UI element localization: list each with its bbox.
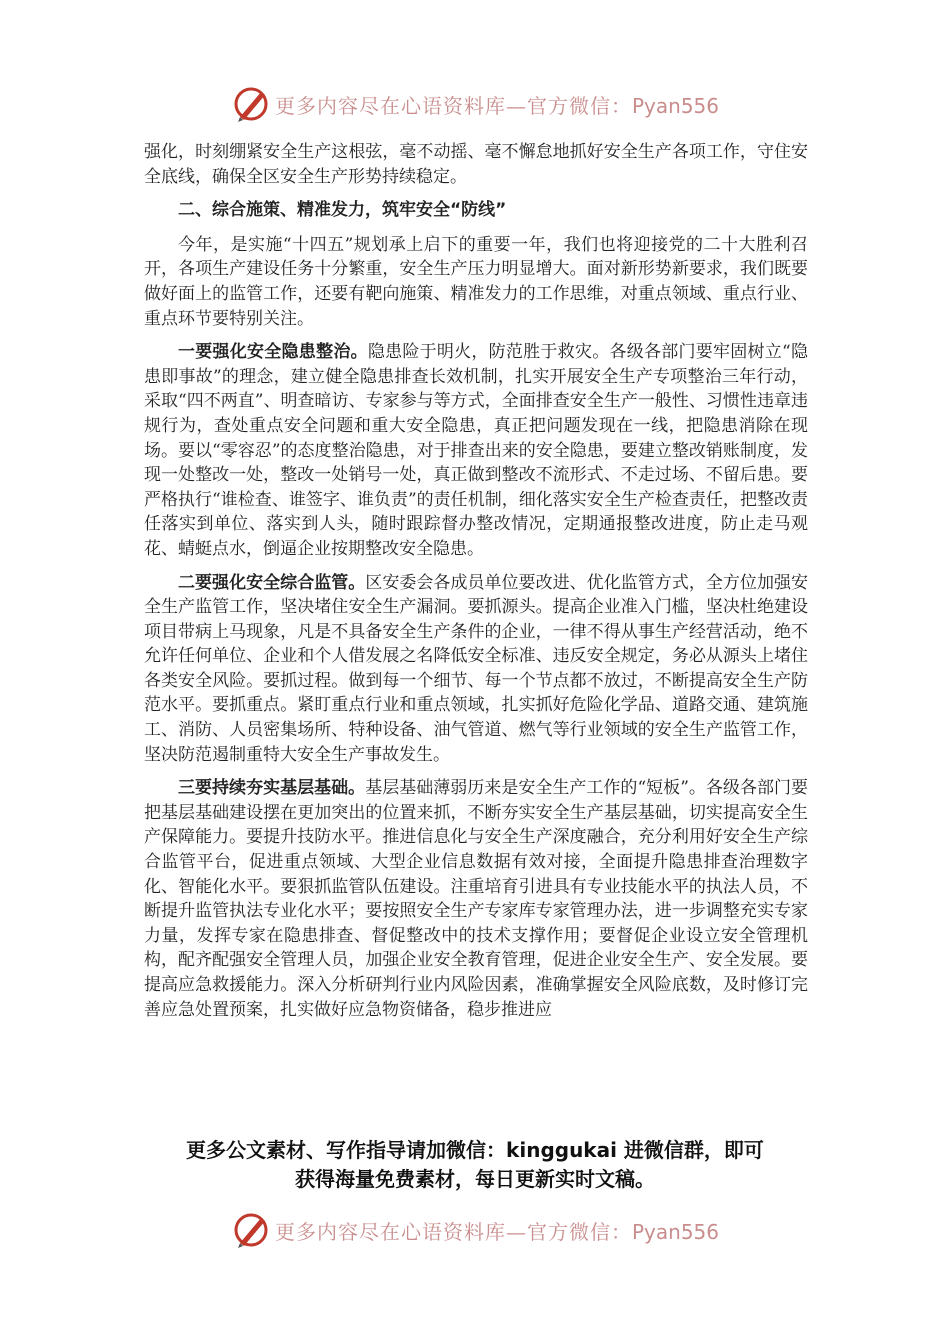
paragraph bbox=[144, 776, 808, 1022]
paragraph-lead: 一要强化安全隐患整治。 bbox=[178, 342, 368, 363]
section-heading: 二、综合施策、精准发力，筑牢安全“防线” bbox=[178, 200, 507, 221]
paragraph-text: 区安委会各成员单位要改进、优化监管方式，全方位加强安全生产监管工作，坚决堵住安全生产漏洞。要抓源头。提高企业准入门槛，坚决杜绝建设项目带病上马现象，凡是不具备安全生产条件的企业，一律不得从事生产经营活动，绝不允许任何单位、企业和个人借发展之名降低安全标准、违反安全规定，务必从源头上堵住各类安全风险。要抓过程。做到每一个细节、每一个节点都不放过，不断提高安全生产防范水平。要抓重点。紧盯重点行业和重点领域，扎实抓好危险化学品、道路交通、建筑施工、消防、人员密集场所、特种设备、油气管道、燃气等行业领域的安全生产监管工作，坚决防范遏制重特大安全生产事故发生。 bbox=[144, 572, 809, 765]
banner-wechat-id: Pyan556 bbox=[631, 93, 719, 118]
pen-logo-icon bbox=[231, 84, 271, 124]
paragraph: 今年，是实施“十四五”规划承上启下的重要一年，我们也将迎接党的二十大胜利召开，各项生产建设任务十分繁重，安全生产压力明显增大。面对新形势新要求，我们既要做好面上的监管工作，还要有靶向施策、精准发力的工作思维，对重点领域、重点行业、重点环节要特别关注。 bbox=[144, 234, 808, 329]
paragraph bbox=[144, 340, 808, 561]
banner-text: 更多内容尽在心语资料库—官方微信：Pyan556 bbox=[274, 1219, 719, 1244]
paragraph-text: 基层基础薄弱历来是安全生产工作的“短板”。各级各部门要把基层基础建设摆在更加突出的位置来抓，不断夯实安全生产基层基础，切实提高安全生产保障能力。要提升技防水平。推进信息化与安全生产深度融合，充分利用好安全生产综合监管平台，促进重点领域、大型企业信息数据有效对接，全面提升隐患排查治理数字化、智能化水平。要狠抓监管队伍建设。注重培育引进具有专业技能水平的执法人员，不断提升监管执法专业化水平；要按照安全生产专家库专家管理办法，进一步调整充实专家力量，发挥专家在隐患排查、督促整改中的技术支撑作用；要督促企业设立安全管理机构，配齐配强安全管理人员，加强企业安全教育管理，促进企业安全生产、安全发展。要提高应急救援能力。深入分析研判行业内风险因素，准确掌握安全风险底数，及时修订完善应急处置预案，扎实做好应急物资储备，稳步推进应 bbox=[144, 778, 808, 1020]
paragraph: 强化，时刻绷紧安全生产这根弦，毫不动摇、毫不懈怠地抓好安全生产各项工作，守住安全底线，确保全区安全生产形势持续稳定。 bbox=[144, 142, 808, 187]
promo-line-1: 更多公文素材、写作指导请加微信：kinggukai 进微信群，即可 bbox=[186, 1138, 764, 1162]
banner-text: 更多内容尽在心语资料库—官方微信：Pyan556 bbox=[274, 93, 719, 118]
pen-logo-icon bbox=[231, 1210, 271, 1250]
paragraph-lead: 三要持续夯实基层基础。 bbox=[178, 778, 366, 799]
paragraph bbox=[144, 571, 808, 768]
paragraph-text: 隐患险于明火，防范胜于救灾。各级各部门要牢固树立“隐患即事故”的理念，建立健全隐患排查长效机制，扎实开展安全生产专项整治三年行动，采取“四不两直”、明查暗访、专家参与等方式，全面排查安全生产一般性、习惯性违章违规行为，查处重点安全问题和重大安全隐患，真正把问题发现在一线，把隐患消除在现场。要以“零容忍”的态度整治隐患，对于排查出来的安全隐患，要建立整改销账制度，发现一处整改一处，整改一处销号一处，真正做到整改不流形式、不走过场、不留后患。要严格执行“谁检查、谁签字、谁负责”的责任机制，细化落实安全生产检查责任，把整改责任落实到单位、落实到人头，随时跟踪督办整改情况，定期通报整改进度，防止走马观花、蜻蜓点水，倒逼企业按期整改安全隐患。 bbox=[144, 342, 808, 559]
footer-banner bbox=[0, 1210, 950, 1250]
promo-note bbox=[130, 1136, 820, 1194]
header-banner bbox=[0, 84, 950, 124]
paragraph-lead: 二要强化安全综合监管。 bbox=[178, 572, 366, 593]
promo-line-2: 获得海量免费素材，每日更新实时文稿。 bbox=[295, 1167, 655, 1191]
banner-wechat-id: Pyan556 bbox=[631, 1219, 719, 1244]
document-body bbox=[144, 140, 808, 1031]
